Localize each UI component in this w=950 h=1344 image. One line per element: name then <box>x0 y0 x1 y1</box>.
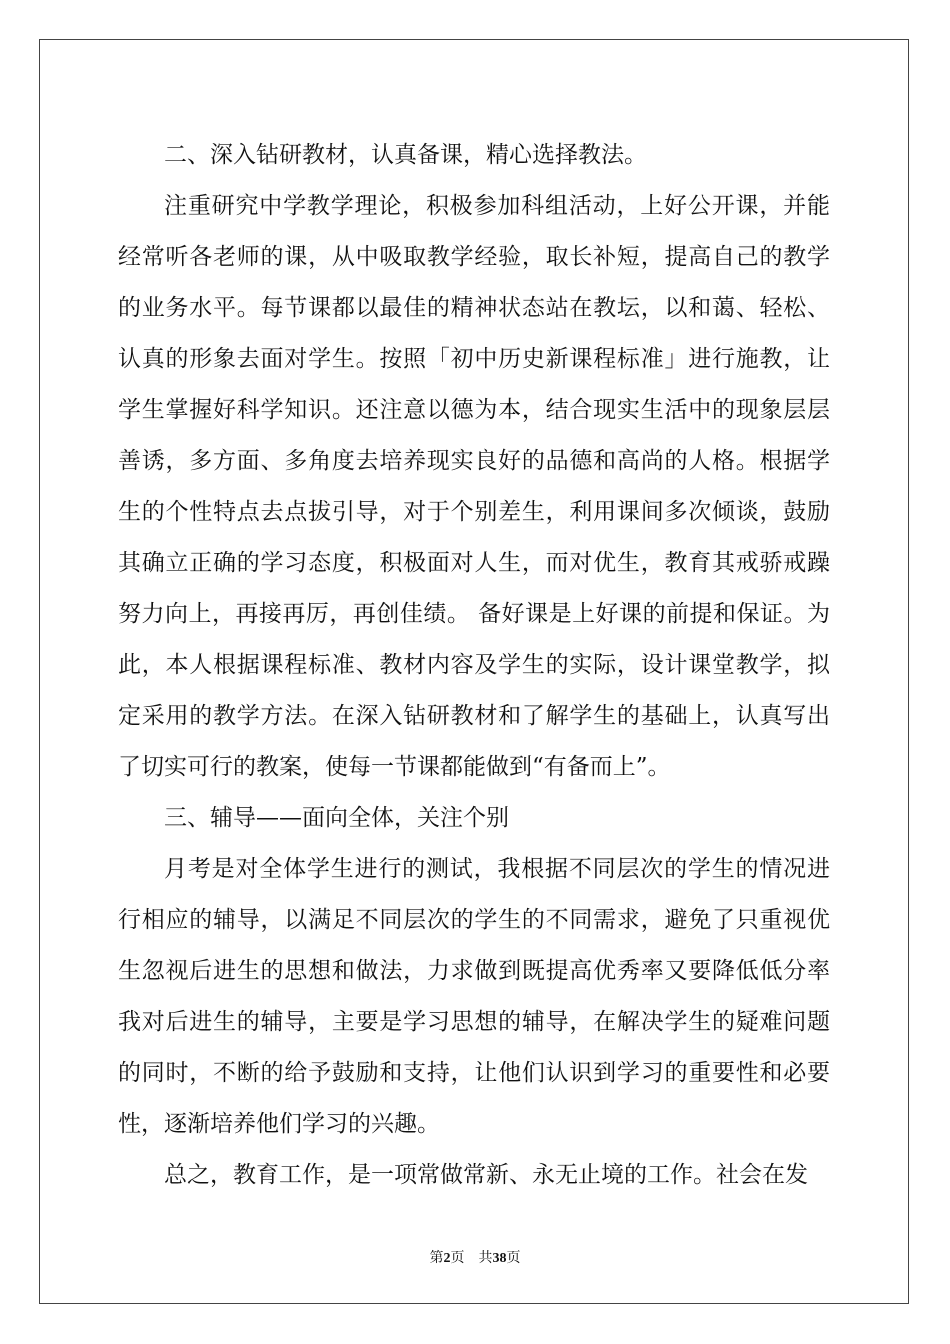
section-2-paragraph: 注重研究中学教学理论，积极参加科组活动，上好公开课，并能经常听各老师的课，从中吸取教学经验，取长补短，提高自己的教学的业务水平。每节课都以最佳的精神状态站在教坛，以和蔼、轻松、认真的形象去面对学生。按照「初中历史新课程标准」进行施教，让学生掌握好科学知识。还注意以德为本，结合现实生活中的现象层层善诱，多方面、多角度去培养现实良好的品德和高尚的人格。根据学生的个性特点去点拔引导，对于个别差生，利用课间多次倾谈，鼓励其确立正确的学习态度，积极面对人生，而对优生，教育其戒骄戒躁努力向上，再接再厉，再创佳绩。 备好课是上好课的前提和保证。为此，本人根据课程标准、教材内容及学生的实际，设计课堂教学，拟定采用的教学方法。在深入钻研教材和了解学生的基础上，认真写出了切实可行的教案，使每一节课都能做到“有备而上”。 <box>118 193 830 780</box>
total-prefix: 共 <box>478 1250 493 1266</box>
total-suffix: 页 <box>506 1250 521 1266</box>
page-current: 2 <box>443 1251 451 1266</box>
page-footer <box>0 1247 950 1267</box>
section-3-heading: 三、辅导——面向全体，关注个别 <box>164 805 509 831</box>
conclusion-paragraph: 总之，教育工作，是一项常做常新、永无止境的工作。社会在发 <box>164 1162 808 1188</box>
page-suffix: 页 <box>450 1250 465 1266</box>
section-2-heading: 二、深入钻研教材，认真备课，精心选择教法。 <box>164 142 647 168</box>
section-3-paragraph: 月考是对全体学生进行的测试，我根据不同层次的学生的情况进行相应的辅导，以满足不同层次的学生的不同需求，避免了只重视优生忽视后进生的思想和做法，力求做到既提高优秀率又要降低低分率我对后进生的辅导，主要是学习思想的辅导，在解决学生的疑难问题的同时，不断的给予鼓励和支持，让他们认识到学习的重要性和必要性，逐渐培养他们学习的兴趣。 <box>118 856 830 1137</box>
page-total: 38 <box>492 1251 507 1266</box>
document-body <box>118 130 830 1201</box>
page-prefix: 第 <box>429 1250 444 1266</box>
